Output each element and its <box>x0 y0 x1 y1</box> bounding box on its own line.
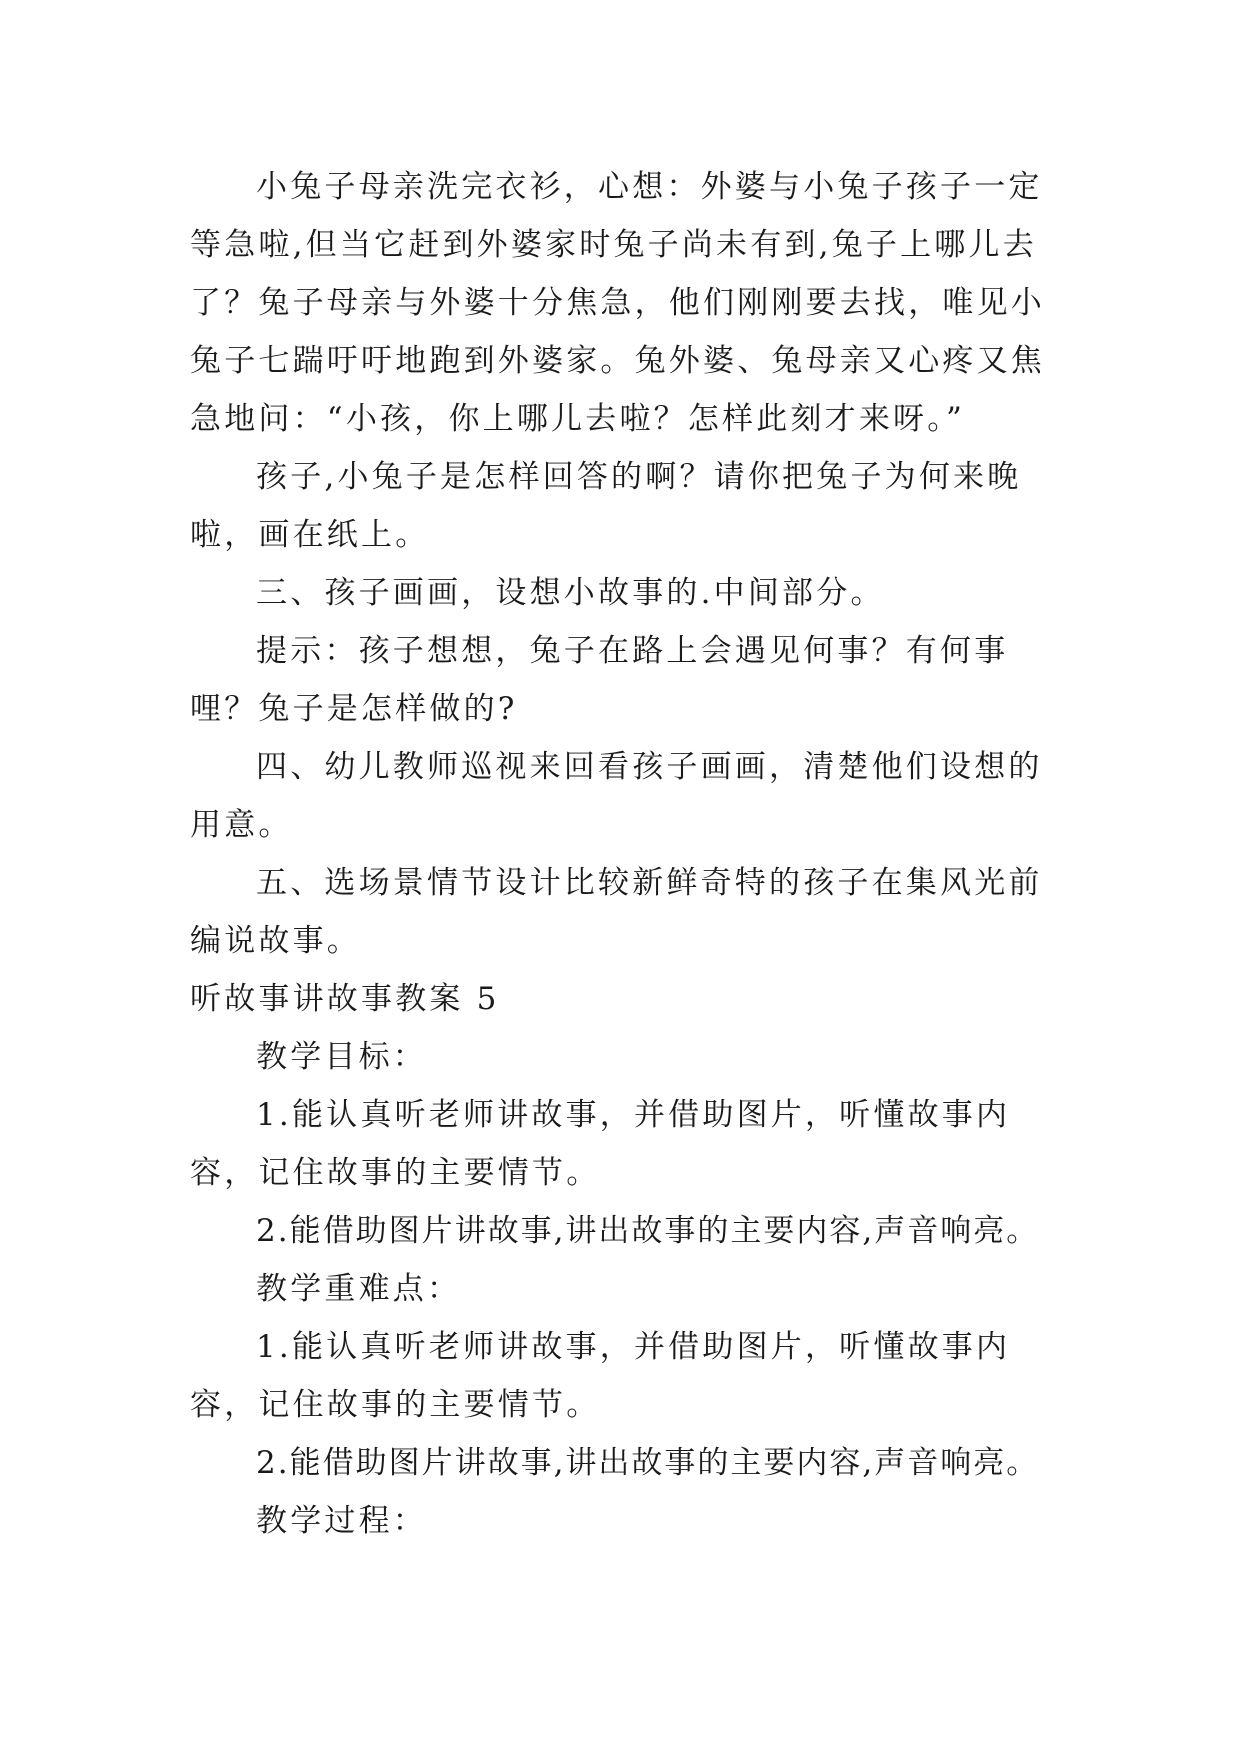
document-body <box>190 158 1062 1550</box>
paragraph-step-five: 五、选场景情节设计比较新鲜奇特的孩子在集风光前编说故事。 <box>190 865 1043 959</box>
key-point-one: 1.能认真听老师讲故事，并借助图片，听懂故事内容，记住故事的主要情节。 <box>190 1329 1011 1423</box>
paragraph-hint: 提示：孩子想想，兔子在路上会遇见何事？有何事哩？兔子是怎样做的? <box>190 633 1009 727</box>
teaching-goals-label: 教学目标： <box>256 1039 427 1075</box>
key-points-label: 教学重难点： <box>256 1271 462 1307</box>
paragraph-question-draw: 孩子,小兔子是怎样回答的啊？请你把兔子为何来晚啦，画在纸上。 <box>190 459 1022 553</box>
key-point-two: 2.能借助图片讲故事,讲出故事的主要内容,声音响亮。 <box>256 1445 1040 1481</box>
paragraph-step-three: 三、孩子画画，设想小故事的.中间部分。 <box>256 575 885 611</box>
teaching-process-label: 教学过程： <box>256 1503 427 1539</box>
paragraph-step-four: 四、幼儿教师巡视来回看孩子画画，清楚他们设想的用意。 <box>190 749 1043 843</box>
section-heading: 听故事讲故事教案 5 <box>190 981 500 1017</box>
teaching-goal-one: 1.能认真听老师讲故事，并借助图片，听懂故事内容，记住故事的主要情节。 <box>190 1097 1011 1191</box>
paragraph-rabbit-mother: 小兔子母亲洗完衣衫，心想：外婆与小兔子孩子一定等急啦,但当它赶到外婆家时兔子尚未有到,兔子上哪儿去了？兔子母亲与外婆十分焦急，他们刚刚要去找，唯见小兔子七踹吁吁地跑到外婆家。兔外婆、兔母亲又心疼又焦急地问：“小孩，你上哪儿去啦？怎样此刻才来呀。” <box>190 169 1045 437</box>
teaching-goal-two: 2.能借助图片讲故事,讲出故事的主要内容,声音响亮。 <box>256 1213 1040 1249</box>
